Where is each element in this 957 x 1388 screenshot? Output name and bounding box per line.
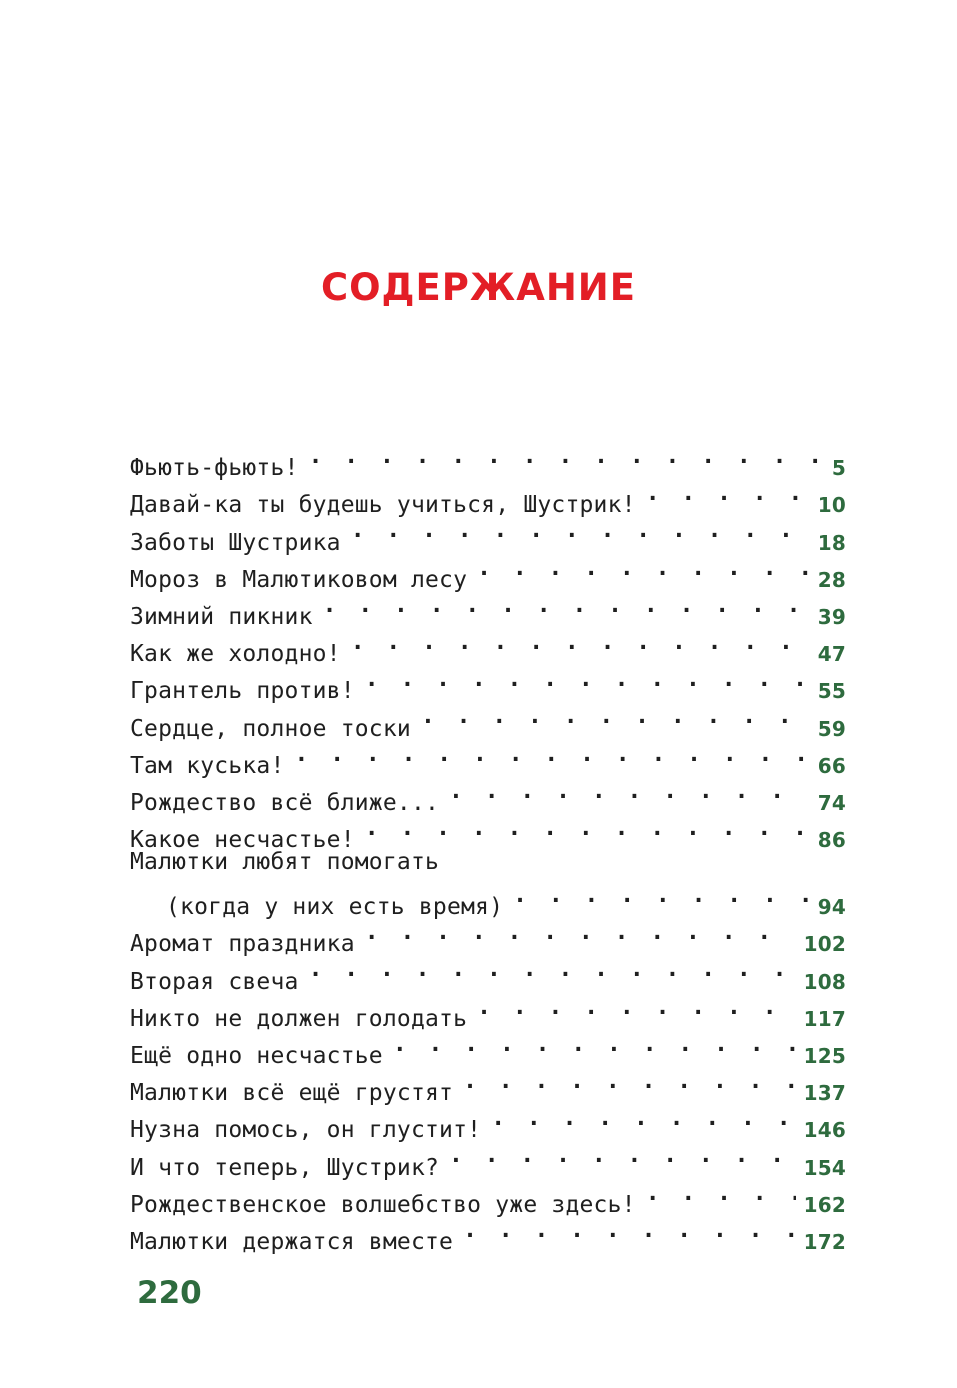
toc-entry-title: Какое несчастье! — [130, 827, 355, 854]
dot-leader — [309, 438, 824, 475]
toc-entry-title: Ещё одно несчастье — [130, 1043, 383, 1069]
toc-entry-page: 47 — [817, 642, 846, 667]
toc-entry-title: Рождественское волшебство уже здесь! — [130, 1191, 636, 1218]
toc-entry-page: 66 — [817, 753, 846, 778]
toc-entry-title: Давай-ка ты будешь учиться, Шустрик! — [130, 492, 636, 519]
toc-entry-page: 18 — [817, 530, 846, 555]
toc-entry-page: 74 — [817, 790, 846, 815]
toc-entry-title: Заботы Шустрика — [130, 529, 341, 556]
toc-entry-title: Аромат праздника — [130, 931, 355, 958]
toc-entry[interactable] — [130, 847, 846, 921]
toc-entry-page: 117 — [803, 1006, 846, 1031]
toc-entry-page: 86 — [817, 828, 846, 853]
toc-entry-title: Вторая свеча — [130, 968, 299, 995]
toc-entry-page: 172 — [803, 1229, 846, 1254]
contents-heading: СОДЕРЖАНИЕ — [320, 266, 637, 309]
toc-entry-title: Мороз в Малютиковом лесу — [130, 566, 468, 593]
toc-entry-page: 137 — [803, 1081, 846, 1106]
toc-entry-page: 28 — [817, 567, 846, 592]
toc-entry-title: Малютки всё ещё грустят — [130, 1080, 454, 1107]
toc-entry-title: Как же холодно! — [130, 641, 341, 668]
toc-entry-title: Фьють-фьють! — [130, 455, 299, 482]
toc-entry-title: Сердце, полное тоски — [130, 715, 411, 742]
toc-entry-page: 108 — [803, 969, 846, 994]
toc-entry-page: 162 — [803, 1192, 846, 1217]
dot-leader — [309, 951, 796, 988]
dot-leader — [463, 1212, 796, 1249]
dot-leader — [477, 989, 796, 1026]
dot-leader — [646, 1175, 796, 1212]
dot-leader — [449, 1137, 796, 1174]
toc-entry-title: Там куська! — [130, 752, 285, 779]
dot-leader — [351, 512, 810, 549]
toc-entry-title: Рождество всё ближе... — [130, 789, 440, 816]
toc-entry-page: 5 — [831, 456, 846, 481]
toc-entry-title: Никто не должен голодать — [130, 1005, 468, 1032]
dot-leader — [477, 550, 810, 587]
dot-leader — [421, 698, 810, 735]
dot-leader — [646, 475, 810, 512]
toc-entry-page: 55 — [817, 679, 846, 704]
toc-entry-title: Малютки держатся вместе — [130, 1228, 454, 1255]
dot-leader — [393, 1026, 796, 1063]
toc-entry-page: 94 — [817, 895, 846, 920]
dot-leader — [463, 1063, 796, 1100]
toc-entry-title: Грантель против! — [130, 678, 355, 705]
dot-leader — [491, 1100, 795, 1137]
toc-entry-page: 146 — [803, 1118, 846, 1143]
dot-leader — [365, 810, 810, 847]
toc-entry-second-line — [130, 877, 846, 921]
toc-entry-title: Зимний пикник — [130, 603, 313, 630]
toc-entry-title-line-2: (когда у них есть время) — [166, 894, 504, 921]
toc-entry-page: 154 — [803, 1155, 846, 1180]
dot-leader — [365, 914, 796, 951]
table-of-contents — [130, 438, 846, 1255]
dot-leader — [513, 877, 810, 914]
toc-entry-title: Нузна помось, он глустит! — [130, 1117, 482, 1144]
toc-entry-page: 59 — [817, 716, 846, 741]
dot-leader — [295, 736, 810, 773]
toc-entry-title-line-1: Малютки любят помогать — [130, 849, 440, 876]
toc-entry-page: 10 — [817, 493, 846, 518]
dot-leader — [449, 773, 810, 810]
dot-leader — [351, 624, 810, 661]
toc-entry-page: 39 — [817, 604, 846, 629]
page-number: 220 — [137, 1275, 202, 1311]
toc-entry-title: И что теперь, Шустрик? — [130, 1154, 440, 1181]
toc-entry-page: 102 — [803, 932, 846, 957]
toc-entry-page: 125 — [803, 1044, 846, 1068]
dot-leader — [365, 661, 810, 698]
toc-entry[interactable] — [130, 438, 846, 482]
dot-leader — [323, 587, 810, 624]
